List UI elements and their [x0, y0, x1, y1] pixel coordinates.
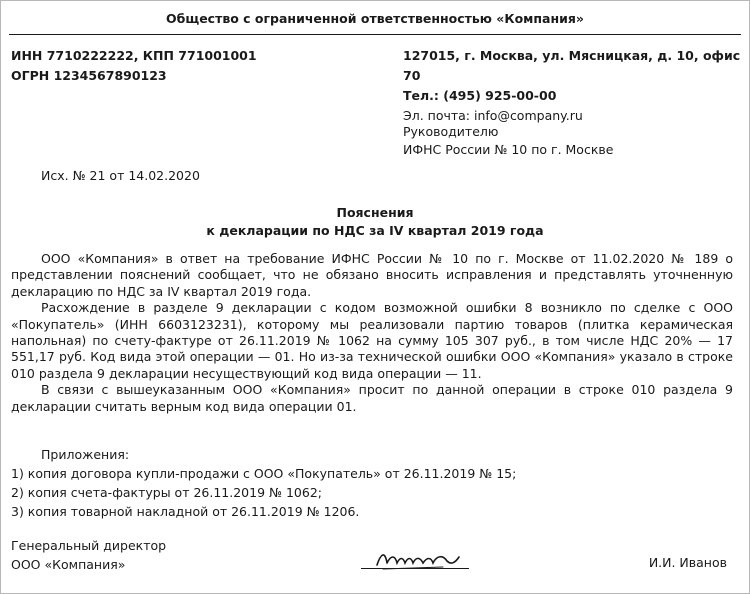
- address-line: 127015, г. Москва, ул. Мясницкая, д. 10, офис 70: [403, 48, 741, 83]
- inn-kpp-line: ИНН 7710222222, КПП 771001001: [11, 48, 257, 63]
- body-paragraph-1: ООО «Компания» в ответ на требование ИФНС России № 10 по г. Москве от 11.02.2020 № 189 о представлении пояснений сообщает, что не обязано вносить исправления и представлять уточненную декларацию по НДС за IV квартал 2019 года.: [11, 251, 733, 299]
- company-name-header: Общество с ограниченной ответственностью «Компания»: [166, 11, 584, 26]
- phone-line: Тел.: (495) 925-00-00: [403, 88, 557, 103]
- letter-body: [11, 251, 733, 415]
- attachment-item: 3) копия товарной накладной от 26.11.2019 № 1206.: [11, 504, 360, 519]
- addressee-position: Руководителю: [403, 124, 499, 139]
- attachments-heading: Приложения:: [41, 447, 130, 462]
- header-divider: [9, 34, 741, 35]
- attachments-list: [11, 464, 516, 521]
- outgoing-number: Исх. № 21 от 14.02.2020: [41, 168, 200, 183]
- ogrn-line: ОГРН 1234567890123: [11, 68, 167, 83]
- signature-underline: [361, 568, 469, 569]
- signatory-block: [11, 536, 166, 574]
- addressee-block: [403, 123, 613, 159]
- body-paragraph-3: В связи с вышеуказанным ООО «Компания» просит по данной операции в строке 010 раздела 9 декларации считать верным код вида операции 01.: [11, 382, 733, 414]
- document-title: [1, 204, 749, 240]
- attachment-item: 1) копия договора купли-продажи с ООО «Покупатель» от 26.11.2019 № 15;: [11, 466, 517, 481]
- title-line-1: Пояснения: [336, 205, 414, 220]
- email-line: Эл. почта: info@company.ru: [403, 108, 583, 123]
- addressee-organization: ИФНС России № 10 по г. Москве: [403, 142, 614, 157]
- attachment-item: 2) копия счета-фактуры от 26.11.2019 № 1062;: [11, 485, 322, 500]
- signatory-position: Генеральный директор: [11, 538, 167, 553]
- company-registration-block: [11, 46, 257, 86]
- signatory-organization: ООО «Компания»: [11, 557, 126, 572]
- company-contacts-block: [403, 46, 749, 126]
- title-line-2: к декларации по НДС за IV квартал 2019 года: [206, 223, 544, 238]
- body-paragraph-2: Расхождение в разделе 9 декларации с кодом возможной ошибки 8 возникло по сделке с ООО «Покупатель» (ИНН 6603123231), которому мы реализовали партию товаров (плитка керамическая напольная) по счету-фактуре от 26.11.2019 № 1062 на сумму 105 307 руб., в том числе НДС 20% — 17 551,17 руб. Код вида этой операции — 01. Но из-за технической ошибки ООО «Компания» указало в строке 010 раздела 9 декларации несуществующий код вида операции — 11.: [11, 300, 733, 381]
- signer-name: И.И. Иванов: [648, 555, 727, 570]
